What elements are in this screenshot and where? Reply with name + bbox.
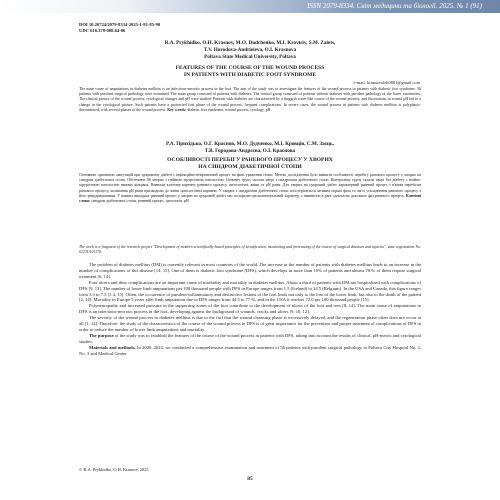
ukr-title-line-2: НА СИНДРОМ ДІАБЕТИЧНОЇ СТОПИ [198, 164, 302, 170]
page-number: 85 [247, 476, 253, 482]
ukr-keywords-label: Ключові слова: [79, 193, 421, 204]
ukr-keywords-text: синдром діабетичної стопи, раневий процес, цитологія, рН [91, 199, 189, 204]
purpose-text: of the study was to establish the features of the course of the wound process in patients with DFS, taking into account the results of clinical, pH-metric and cytological studies. [79, 332, 421, 344]
ukr-title-line-1: ОСОБЛИВОСТІ ПЕРЕБІГУ РАНЕВОГО ПРОЦЕСУ У ХВОРИХ [167, 157, 333, 163]
article-title-line-1: FEATURES OF THE COURSE OF THE WOUND PROCESS [175, 65, 325, 71]
article-title-line-2: IN PATIENTS WITH DIABETIC FOOT SYNDROME [183, 72, 317, 78]
research-fragment-note: The work is a fragment of the research project "Development of modern scientifically based principles of stratification, monitoring and forecasting of the course of surgical diseases and injuries", state registration No. 0123U101176. [79, 245, 421, 254]
abstract-ukrainian [79, 173, 421, 204]
methods-paragraph [79, 345, 421, 357]
copyright-line: © R.A. Prykhidko, O.H. Krasnov, 2025 [79, 467, 149, 472]
doi-line: DOI 10.26724/2079-8334-2025-1-91-85-90 [79, 22, 161, 27]
body-paragraph-3: Polyneuropathy and increased pressure in the supporting zones of the foot contribute to the development of ulcers of the foot and toes [8, 14]. The main cause of amputations in DFS is an infectious-necrotic process in the foot, developing against the background of wounds, cracks and ulcers [9, 10, 12]. [79, 303, 421, 315]
body-paragraph-4: The severity of the wound process in diabetes mellitus is due to the fact that the wound cleansing phase is excessively delayed, and the regeneration phase often does not occur at all [1, 12]. Therefore, the study of the characteristics of the course of the wound process in DFS is of great importance for the prevention and proper treatment of complications of DFS in order to reduce the number of lower limb amputations and mortality. [79, 315, 421, 332]
authors-line-1: R.A. Prykhidko, O.H. Krasnov, M.O. Dudchenko, M.I. Krovtsiv, S.M. Zaiets, [164, 40, 336, 46]
affiliation: Poltava State Medical University, Poltava [204, 54, 296, 60]
methods-text: In 2020–2024, we conducted a comprehensive examination and treatment of 56 patients with purulent surgical pathology in Poltava City Hospital No. 2, No. 3 and Medical Center [79, 344, 421, 356]
ukr-authors-line-2: Т.В. Городова-Андрєєва, О.І. Краснова [204, 148, 296, 154]
abstract-ukrainian-text: Основною причиною ампутацій при цукровому діабеті є інфекційно-некротичний процес на фоні ураження стопи. Метою дослідження було вивчити особливості перебігу ранового процесу у хворих на синдром діабетичної стопи. Обстежено 56 хворих з гнійною хірургічною патологією. Основну групу склали хворі з синдромом діабетичної стопи. Контрольну групу склали хворі без діабету з гнійно-хірургічною патологією нижніх кінцівок. Вивчали клінічну картину раневого процесу, цитологічні зміни та рН рани. Для хворих на цукровий діабет характерний раневий процес з в'ялим перебігом ранового процесу, коливання рН рани призводили до зміни цитологічної картини. У хворих з синдромом діабетичної стопи спостерігається затяжна перша фаза та часті ускладнення ранового процесу з його рецидивуванням. У важких випадках раневий процес у хворих на цукровий діабет має поліфазно-дисконтинуальний характер, з наявністю в ранi одночасно декількох фаз раневого процесу. [79, 173, 421, 198]
body-paragraph-2: Foot ulcers and their complications are an important cause of morbidity and mortality in diabetes mellitus. About a third of patients with DM are hospitalized with complications of DFS [9, 13]. The number of lower limb amputations per 100 thousand people with DFS in Europe ranges from 1.5 (Iceland) to 34.5 (Belgium). In the USA and Canada, this figure ranges from 3.3 to 7.5 [1 4, 15]. Often, the occurrence of purulent-inflammatory and destructive lesions of the foot leads not only to the loss of the lower limb, but also to the death of the patient [2, 14]. Mortality in Europe 5 years after limb amputation due to DFS ranges from 44.5 to 77 %, and in the USA it reaches 72.0 per 100 thousand people [15]. [79, 279, 421, 303]
abstract-english [79, 87, 421, 113]
contact-email: e-mail: krasnovoleh0801@gmail.com [353, 80, 420, 85]
keywords-text: diabetic foot syndrome, wound process, cytology, pH [187, 107, 271, 112]
udc-line: UDC 616.379-008.64-06 [79, 28, 126, 33]
abstract-english-text: The main cause of amputations in diabetes mellitus is an infectious-necrotic process in the foot. The aim of the study was to investigate the features of the wound process in patients with diabetic foot syndrome. 56 patients with purulent surgical pathology were examined. The main group consisted of patients with diabetes. The control group consisted of patients without diabetes with purulent pathology of the lower extremities. The clinical picture of the wound process, cytological changes and pH were studied. Patients with diabetes are characterized by a sluggish wave-like course of the wound process, and fluctuations in wound pH led to a change in the cytological picture. Such patients have a protracted first phase of the wound process, frequent complications. In severe cases, the wound process in patients with diabetes mellitus is polyphasic-discontinued, with several phases of the wound process. [79, 87, 421, 112]
ukr-authors-line-1: Р.А. Прихідько, О.Г. Краснов, М.О. Дудченко, М.І. Кровців, С.М. Заєць, [166, 141, 334, 147]
authors-line-2: T.V. Horodova-Andrieieva, O.I. Krasnova [203, 47, 297, 53]
article-body [79, 262, 421, 357]
methods-label: Materials and methods. [89, 344, 136, 350]
purpose-label: The purpose [89, 332, 114, 338]
journal-header-band [0, 0, 500, 13]
body-paragraph-1: The problem of diabetes mellitus (DM) is currently relevant in most countries of the world. The increase in the number of patients with diabetes mellitus leads to an increase in the number of complications of this disease [14, 15]. One of them is diabetic foot syndrome (DFS), which develops in more than 10% of patients and almost 70 % of them require surgical treatment [6, 14]. [79, 262, 421, 279]
journal-header-text: ISSN 2079-8334. Світ медицини та біології. 2025. № 1 (91) [307, 2, 482, 10]
keywords-label: Key words: [167, 107, 187, 112]
purpose-paragraph [79, 333, 421, 345]
